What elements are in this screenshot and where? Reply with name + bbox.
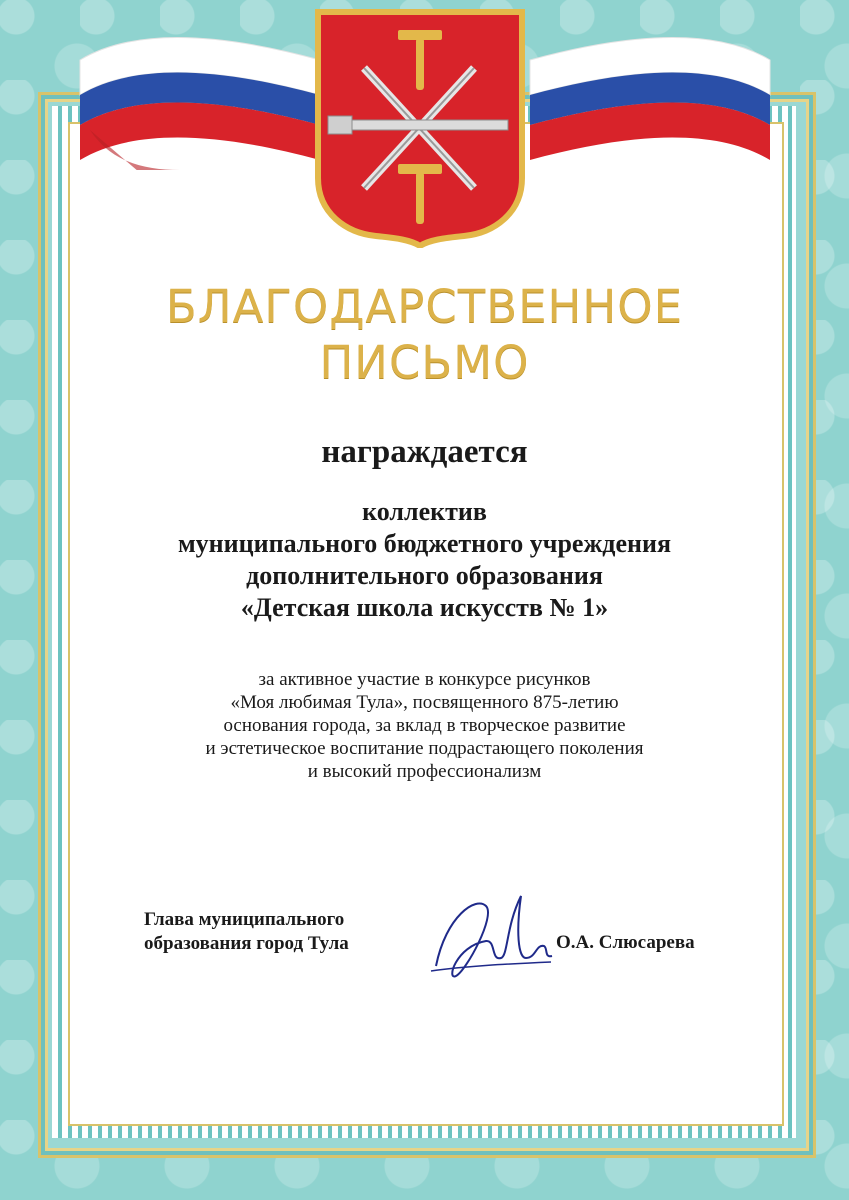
recipient-line: «Детская школа искусств № 1» <box>240 593 609 622</box>
russian-flag-ribbon-left-icon <box>70 20 330 170</box>
recipient-line: муниципального бюджетного учреждения <box>177 529 672 558</box>
awarded-heading: награждается <box>321 434 528 470</box>
signer-title-line: Глава муниципального <box>144 909 345 930</box>
handwritten-signature-icon <box>426 886 556 986</box>
reason-line: и эстетическое воспитание подрастающего поколения <box>205 738 644 759</box>
recipient-line: дополнительного образования <box>246 561 603 590</box>
reason-line: «Моя любимая Тула», посвященного 875-летию <box>230 692 619 713</box>
reason-line: за активное участие в конкурсе рисунков <box>258 669 591 690</box>
reason-line: и высокий профессионализм <box>307 761 542 782</box>
title-line-2: ПИСЬМО <box>319 336 530 389</box>
signer-title-line: образования город Тула <box>144 933 349 954</box>
recipient-block <box>0 496 849 624</box>
reason-block <box>0 668 849 783</box>
recipient-line: коллектив <box>362 497 487 526</box>
title-line-1: БЛАГОДАРСТВЕННОЕ <box>165 280 684 333</box>
signer-name: О.А. Слюсарева <box>556 932 695 953</box>
reason-line: основания города, за вклад в творческое развитие <box>223 715 626 736</box>
signer-title <box>144 908 404 956</box>
tula-coat-of-arms-icon <box>314 8 526 248</box>
russian-flag-ribbon-right-icon <box>520 20 780 170</box>
